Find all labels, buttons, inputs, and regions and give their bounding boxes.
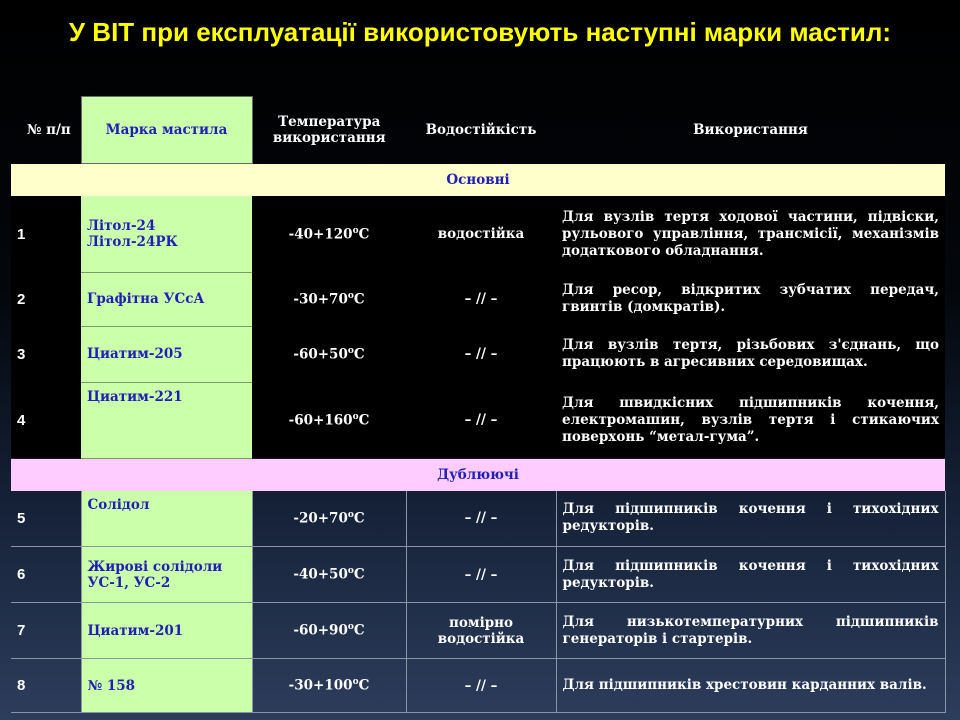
lubricants-table [11,96,946,713]
header-water: Водостійкість [425,122,537,138]
table-row [11,547,945,603]
slide-title: У ВІТ при експлуатації використовують наступні марки мастил: [68,17,892,47]
row-temp: $-30+70^оС$ [252,272,406,326]
row-water: помірно водостійка [406,603,556,659]
row-brand: Циатим-221 [81,382,252,458]
section-row-dubl [11,458,945,491]
row-use: Для підшипників хрестовин карданних валів. [556,659,945,713]
row-water: – // – [406,491,556,547]
row-num: 6 [11,547,81,603]
row-num: 2 [11,272,81,326]
row-brand: Жирові солідоли УС-1, УС-2 [81,547,252,603]
row-brand: Літол-24 Літол-24РК [81,196,252,272]
header-brand: Марка мастила [81,97,252,164]
table-header-row [11,97,945,164]
row-temp: $-60+50^оС$ [252,326,406,382]
row-water: – // – [406,272,556,326]
row-brand: № 158 [81,659,252,713]
table-row [11,326,945,382]
row-num: 8 [11,659,81,713]
row-water: – // – [406,659,556,713]
row-use: Для підшипників кочення і тихохідних редукторів. [556,491,945,547]
row-temp: $-60+160^оС$ [252,382,406,458]
table-row [11,659,945,713]
table-row [11,382,945,458]
row-brand: Солідол [81,491,252,547]
row-num: 5 [11,491,81,547]
row-water: – // – [406,382,556,458]
row-brand: Циатим-205 [81,326,252,382]
row-temp: $-40+120^оС$ [252,196,406,272]
row-use: Для вузлів тертя ходової частини, підвіски, рульового управління, трансмісії, механізмів додаткового обладнання. [556,196,945,272]
row-water: – // – [406,326,556,382]
table-row [11,491,945,547]
row-temp: $-20+70^оС$ [252,491,406,547]
table-row [11,196,945,272]
row-use: Для вузлів тертя, різьбових з'єднань, що працюють в агресивних середовищах. [556,326,945,382]
row-use: Для підшипників кочення і тихохідних редукторів. [556,547,945,603]
section-label-dubl: Дублюючі [11,458,945,491]
header-use: Використання [693,122,808,138]
header-num: № п/п [26,122,71,138]
row-num: 4 [11,382,81,458]
row-use: Для низькотемпературних підшипників генераторів і стартерів. [556,603,945,659]
table-row [11,603,945,659]
row-num: 3 [11,326,81,382]
row-brand: Циатим-201 [81,603,252,659]
row-brand: Графітна УСсА [81,272,252,326]
row-temp: $-60+90^оС$ [252,603,406,659]
row-use: Для ресор, відкритих зубчатих передач, гвинтів (домкратів). [556,272,945,326]
table-row [11,272,945,326]
section-label-main: Основні [11,164,945,197]
row-water: – // – [406,547,556,603]
section-row-main [11,164,945,197]
row-num: 1 [11,196,81,272]
row-temp: $-30+100^оС$ [252,659,406,713]
row-water: водостійка [406,196,556,272]
row-temp: $-40+50^оС$ [252,547,406,603]
row-use: Для швидкісних підшипників кочення, електромашин, вузлів тертя і стикаючих поверхонь “метал-гума”. [556,382,945,458]
header-temp: Температура використання [272,114,386,146]
row-num: 7 [11,603,81,659]
